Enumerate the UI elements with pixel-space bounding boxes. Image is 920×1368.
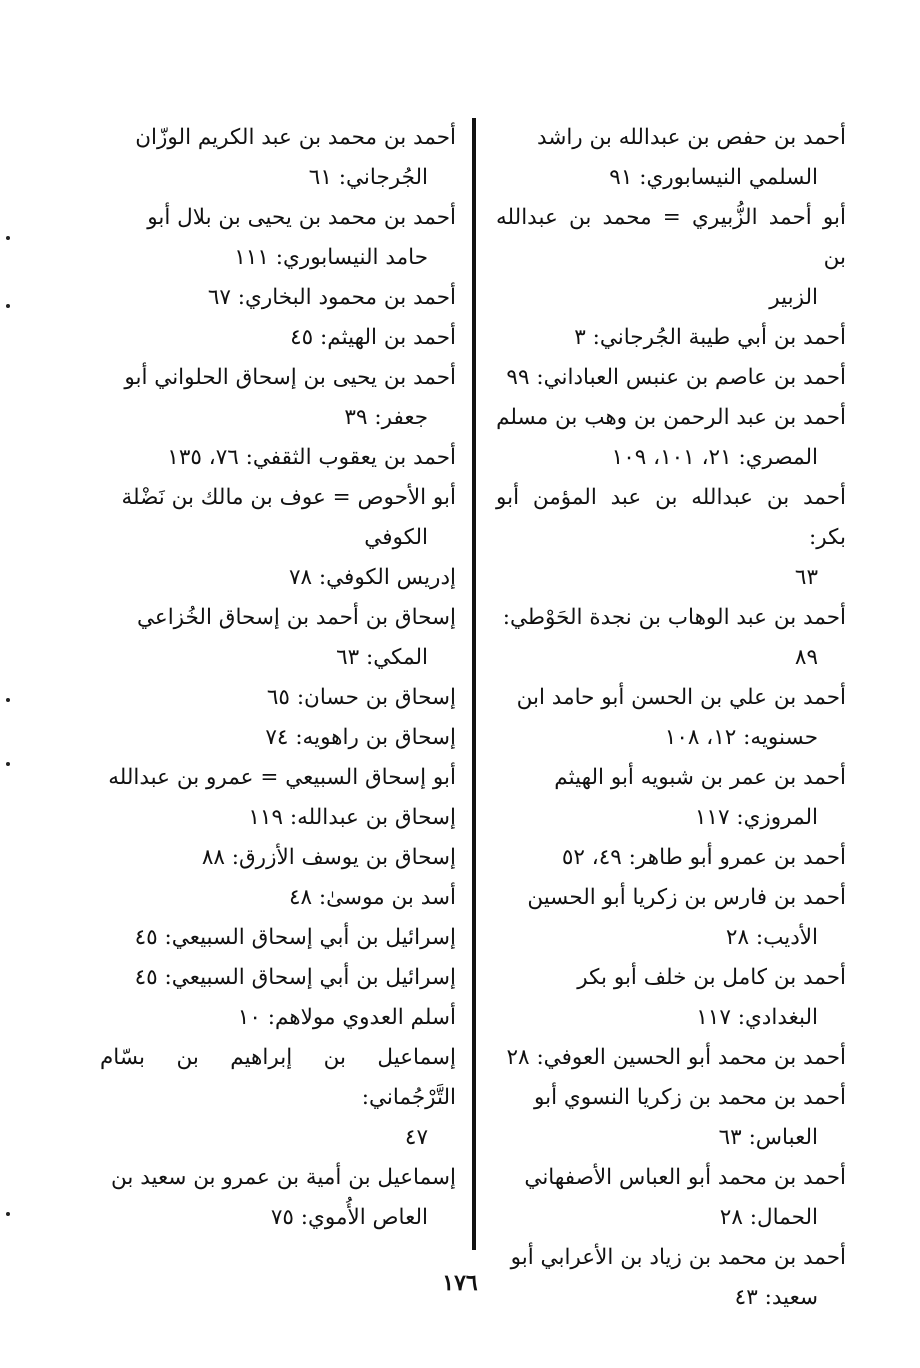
entry-name: إسحاق بن عبدالله: ١١٩ [248,805,456,830]
index-entry [496,878,846,958]
entry-continuation: ٨٩ [794,645,818,670]
index-entry [496,1158,846,1238]
entry-name: أحمد بن عمرو أبو طاهر: ٤٩، ٥٢ [561,845,846,870]
index-entry [496,678,846,758]
index-entry [496,598,846,678]
entry-continuation: العاص الأُموي: ٧٥ [270,1205,428,1230]
entry-name: أحمد بن أبي طيبة الجُرجاني: ٣ [574,325,846,350]
index-entry [100,478,456,558]
entry-continuation: المكي: ٦٣ [336,645,428,670]
index-entry [496,838,846,878]
entry-name: أحمد بن محمد أبو الحسين العوفي: ٢٨ [506,1045,846,1070]
index-entry [100,318,456,358]
scan-speck [6,304,10,308]
index-entry [100,1158,456,1238]
index-entry [100,558,456,598]
entry-name: أحمد بن الهيثم: ٤٥ [290,325,456,350]
entry-name: أحمد بن محمد بن يحيى بن بلال أبو [147,205,456,230]
entry-name: أحمد بن عمر بن شبويه أبو الهيثم [554,765,846,790]
entry-name: أحمد بن عبدالله بن عبد المؤمن أبو بكر: [496,485,846,550]
index-entry [100,198,456,278]
index-entry [496,958,846,1038]
entry-name: أحمد بن محمد بن عبد الكريم الوزّان [135,125,456,150]
scan-speck [6,698,10,702]
index-entry [496,758,846,838]
entry-name: أحمد بن محمد أبو العباس الأصفهاني [524,1165,846,1190]
index-entry [100,958,456,998]
page-number: ١٧٦ [442,1270,478,1296]
entry-name: إسماعيل بن أمية بن عمرو بن سعيد بن [111,1165,456,1190]
entry-name: إدريس الكوفي: ٧٨ [288,565,456,590]
index-entry [100,438,456,478]
entry-name: أسلم العدوي مولاهم: ١٠ [237,1005,456,1030]
index-entry [100,998,456,1038]
entry-continuation: الحمال: ٢٨ [719,1205,818,1230]
index-entry [100,798,456,838]
entry-continuation: سعيد: ٤٣ [734,1285,818,1310]
entry-name: أسد بن موسىٰ: ٤٨ [288,885,456,910]
entry-continuation: العباس: ٦٣ [718,1125,818,1150]
entry-name: أحمد بن يعقوب الثقفي: ٧٦، ١٣٥ [167,445,456,470]
entry-name: أحمد بن عبد الرحمن بن وهب بن مسلم [496,405,846,430]
index-entry [496,478,846,598]
index-entry [496,398,846,478]
index-entry [496,1038,846,1078]
entry-name: أحمد بن عاصم بن عنبس العباداني: ٩٩ [506,365,846,390]
entry-name: إسحاق بن راهويه: ٧٤ [265,725,456,750]
index-entry [496,1078,846,1158]
entry-name: إسرائيل بن أبي إسحاق السبيعي: ٤٥ [134,965,456,990]
entry-name: أحمد بن كامل بن خلف أبو بكر [577,965,846,990]
entry-continuation: ٦٣ [794,565,818,590]
index-entry [100,678,456,718]
index-entry [496,358,846,398]
index-entry [100,1038,456,1158]
entry-continuation: السلمي النيسابوري: ٩١ [609,165,818,190]
index-entry [100,878,456,918]
entry-continuation: جعفر: ٣٩ [344,405,428,430]
entry-continuation: المصري: ٢١، ١٠١، ١٠٩ [611,445,818,470]
entry-continuation: المروزي: ١١٧ [694,805,818,830]
index-column-left [100,118,456,1238]
entry-name: إسرائيل بن أبي إسحاق السبيعي: ٤٥ [134,925,456,950]
entry-name: إسحاق بن أحمد بن إسحاق الخُزاعي [136,605,456,630]
column-divider [472,118,476,1250]
entry-continuation: ٤٧ [404,1125,428,1150]
entry-continuation: حسنويه: ١٢، ١٠٨ [664,725,818,750]
index-entry [100,838,456,878]
entry-name: أحمد بن علي بن الحسن أبو حامد ابن [516,685,846,710]
entry-continuation: الجُرجاني: ٦١ [308,165,428,190]
index-entry [496,198,846,318]
entry-continuation: الزبير [769,285,818,310]
entry-name: أحمد بن محمود البخاري: ٦٧ [207,285,456,310]
entry-continuation: الأديب: ٢٨ [725,925,818,950]
scan-speck [6,762,10,766]
entry-continuation: حامد النيسابوري: ١١١ [234,245,428,270]
index-entry [496,118,846,198]
entry-name: أبو الأحوص = عوف بن مالك بن نَضْلة [121,485,456,510]
entry-name: أحمد بن عبد الوهاب بن نجدة الحَوْطي: [502,605,846,630]
entry-name: إسحاق بن يوسف الأزرق: ٨٨ [201,845,456,870]
index-entry [100,918,456,958]
index-entry [100,598,456,678]
scan-speck [6,236,10,240]
index-entry [100,358,456,438]
entry-name: أحمد بن حفص بن عبدالله بن راشد [537,125,846,150]
entry-continuation: الكوفي [364,525,428,550]
entry-name: أبو أحمد الزُّبيري = محمد بن عبدالله بن [496,205,846,270]
index-column-right [496,118,846,1318]
entry-name: أحمد بن فارس بن زكريا أبو الحسين [527,885,846,910]
index-entry [496,318,846,358]
entry-name: أحمد بن محمد بن زياد بن الأعرابي أبو [510,1245,846,1270]
entry-name: إسماعيل بن إبراهيم بن بسّام التَّرْجُماني: [100,1045,456,1110]
index-entry [100,718,456,758]
entry-name: أبو إسحاق السبيعي = عمرو بن عبدالله [108,765,456,790]
entry-name: أحمد بن محمد بن زكريا النسوي أبو [533,1085,846,1110]
scan-speck [6,1212,10,1216]
entry-continuation: البغدادي: ١١٧ [696,1005,818,1030]
index-entry [100,278,456,318]
entry-name: أحمد بن يحيى بن إسحاق الحلواني أبو [124,365,456,390]
index-entry [100,118,456,198]
entry-name: إسحاق بن حسان: ٦٥ [266,685,456,710]
index-entry [100,758,456,798]
